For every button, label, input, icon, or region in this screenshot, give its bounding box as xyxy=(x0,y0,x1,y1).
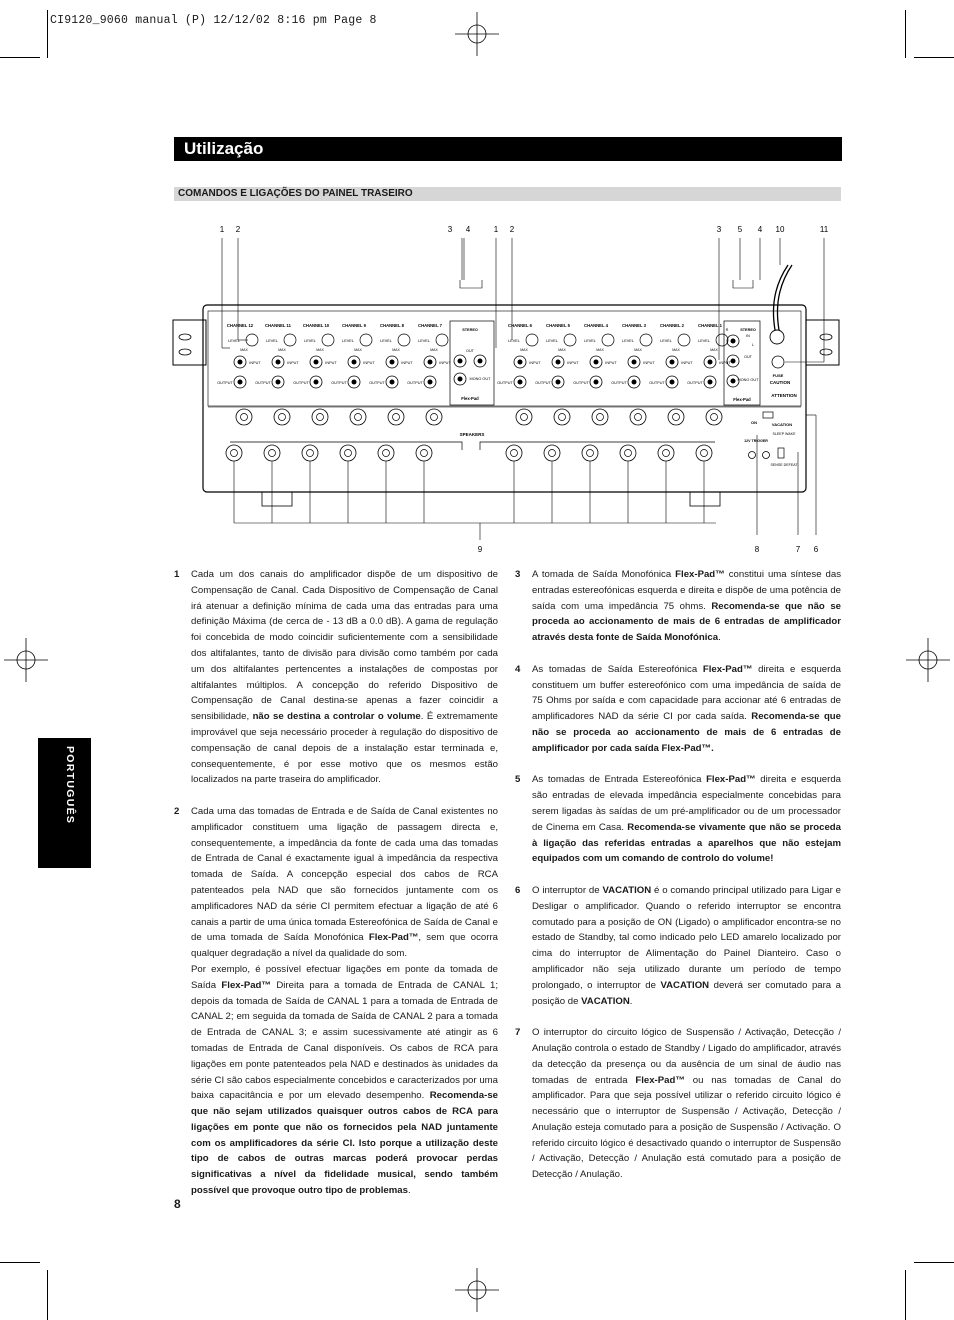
level-knob xyxy=(360,334,372,346)
output-label: OUTPUT xyxy=(255,381,271,385)
output-label: OUTPUT xyxy=(217,381,233,385)
speaker-group-bracket xyxy=(480,442,715,450)
speakers-label: SPEAKERS xyxy=(459,432,485,437)
channel-label: CHANNEL 9 xyxy=(342,323,366,328)
output-jack-pin xyxy=(670,380,675,385)
list-item-3 xyxy=(515,567,841,646)
item-emphasis: VACATION xyxy=(602,884,652,896)
output-jack-pin xyxy=(428,380,433,385)
item-emphasis: Flex-Pad™ xyxy=(221,979,272,991)
stereo-label: STEREO xyxy=(462,328,478,332)
crop-mark xyxy=(0,57,40,58)
mono-out-label: MONO OUT xyxy=(469,377,491,381)
item-emphasis: VACATION xyxy=(581,995,630,1007)
input-label: INPUT xyxy=(643,361,655,365)
callouts-top xyxy=(220,225,829,234)
channel-label: CHANNEL 5 xyxy=(546,323,570,328)
crop-mark xyxy=(914,1262,954,1263)
channel-label: CHANNEL 10 xyxy=(302,323,330,328)
registration-mark xyxy=(455,1268,499,1312)
speaker-terminal-core xyxy=(511,450,518,457)
speaker-terminal-core xyxy=(587,450,594,457)
callout-number: 4 xyxy=(757,225,763,234)
level-label: LEVEL xyxy=(266,339,278,343)
item-text: direita e esquerda constituem um buffer estereofónico com uma impedância de saída de 75 Ohms por saída e com capacidade para accionar até 6 entradas de amplificadores NAD da série CI por cada saída. xyxy=(532,663,841,723)
level-knob xyxy=(678,334,690,346)
crop-mark xyxy=(905,10,906,58)
speaker-terminal-core xyxy=(431,414,438,421)
level-knob xyxy=(564,334,576,346)
item-number: 3 xyxy=(515,569,521,580)
item-number: 5 xyxy=(515,774,521,786)
input-label: INPUT xyxy=(363,361,375,365)
crop-mark xyxy=(47,10,48,58)
item-text: . xyxy=(718,632,721,644)
level-knob xyxy=(602,334,614,346)
callout-number: 9 xyxy=(477,545,483,554)
speaker-terminal-core xyxy=(597,414,604,421)
speaker-terminal xyxy=(592,409,608,425)
channel-label: CHANNEL 11 xyxy=(265,323,291,328)
callout-number: 8 xyxy=(754,545,760,554)
item-text: O interruptor de xyxy=(532,884,603,896)
max-label: MAX xyxy=(710,348,718,352)
item-text: Por exemplo, é possível efectuar ligações em ponte da tomada de Saída xyxy=(191,963,498,991)
item-text: ou nas tomadas de Canal do amplificador. Para que seja possível utilizar o referido circuito lógico é necessário que o interruptor de Suspensão / Activação, Detecção / Anulação esteja comutado para a posição de Suspensão / Activação. O referido circuito lógico é desactivado quando o interruptor de Suspensão / Activação, Detecção / Anulação está comutado para a posição de Detecção / Anulação. xyxy=(532,1074,841,1181)
output-label: OUTPUT xyxy=(369,381,385,385)
item-text: O interruptor do circuito lógico de Suspensão / Activação, Detecção / Anulação controla o estado de Standby / Ligado do amplificador, através da detecção da presença ou da ausência de um sinal de áudio nas tomadas de entrada xyxy=(532,1027,841,1086)
on-label: ON xyxy=(751,420,757,425)
input-jack-pin xyxy=(314,360,319,365)
l-label: L xyxy=(751,343,755,347)
item-emphasis: Recomenda-se que não sejam utilizados quaisquer outros cabos de RCA para ligações em ponte que não os fornecidos pela NAD juntamente com os amplificadores da série CI. Isto porque a utilização deste tipo de cabos de outras marcas poderá provocar perdas significativas a nível da fidelidade musical, sendo também possível que provoque outro tipo de problemas xyxy=(191,1090,498,1197)
input-label: INPUT xyxy=(325,361,337,365)
output-jack-pin xyxy=(314,380,319,385)
max-label: MAX xyxy=(596,348,604,352)
channel-label: CHANNEL 1 xyxy=(698,323,722,328)
page-title: Utilização xyxy=(184,139,264,158)
max-label: MAX xyxy=(634,348,642,352)
input-label: INPUT xyxy=(249,361,261,365)
item-text: direita e esquerda são entradas de elevada impedância especialmente concebidas para serem ligadas às saídas de um pré-amplificador ou de um processador de Cinema em Casa. xyxy=(532,774,842,833)
input-jack-pin xyxy=(352,360,357,365)
speaker-terminal xyxy=(630,409,646,425)
list-item-6 xyxy=(515,883,841,1009)
fuse-label: FUSE xyxy=(772,373,784,378)
speaker-terminal-core xyxy=(317,414,324,421)
max-label: MAX xyxy=(430,348,438,352)
item-emphasis: Recomenda-se que não se proceda ao accionamento de mais de 6 entradas de amplificador através desta fonte de Saída Monofónica xyxy=(532,600,841,644)
trigger-out-jack xyxy=(763,452,770,459)
callout-number: 11 xyxy=(819,225,829,234)
input-label: INPUT xyxy=(605,361,617,365)
page-title-bar xyxy=(174,137,842,161)
channel-label: CHANNEL 3 xyxy=(622,323,646,328)
input-jack-pin xyxy=(390,360,395,365)
speaker-terminal-core xyxy=(241,414,248,421)
speaker-terminal-core xyxy=(383,450,390,457)
output-jack-pin xyxy=(238,380,243,385)
rack-ear-left xyxy=(173,320,206,365)
input-jack-pin xyxy=(276,360,281,365)
power-cord-inlet xyxy=(770,330,784,344)
item-text: As tomadas de Entrada Estereofónica xyxy=(532,774,707,786)
input-jack-pin xyxy=(594,360,599,365)
callout-number: 7 xyxy=(795,545,801,554)
callouts-bottom xyxy=(478,545,819,554)
speaker-terminal xyxy=(274,409,290,425)
leader-line xyxy=(460,280,482,288)
input-label: INPUT xyxy=(529,361,541,365)
item-emphasis: Flex-Pad™ xyxy=(706,774,756,786)
output-label: OUTPUT xyxy=(535,381,551,385)
channel-label: CHANNEL 12 xyxy=(226,323,254,328)
speaker-terminal xyxy=(506,445,522,461)
level-label: LEVEL xyxy=(698,339,710,343)
speaker-terminal xyxy=(706,409,722,425)
speaker-terminal-core xyxy=(711,414,718,421)
mono-out-jack-pin xyxy=(458,377,463,382)
input-label: INPUT xyxy=(401,361,413,365)
registration-mark xyxy=(4,638,48,682)
callout-number: 10 xyxy=(775,225,785,234)
list-item-1 xyxy=(174,567,498,788)
list-item-2-continued xyxy=(174,962,498,1199)
vacation-label: VACATION xyxy=(771,422,793,427)
item-number: 7 xyxy=(515,1027,521,1039)
item-emphasis: Flex-Pad™ xyxy=(675,569,725,580)
speaker-terminal xyxy=(668,409,684,425)
input-label: INPUT xyxy=(287,361,299,365)
callout-number: 2 xyxy=(509,225,515,234)
input-jack-pin xyxy=(632,360,637,365)
item-text: constitui uma síntese das entradas estereofónicas esquerda e direita e dispõe de uma potência de saída com uma impedância 75 ohms. xyxy=(532,569,841,612)
output-jack-pin xyxy=(352,380,357,385)
speaker-terminal-core xyxy=(421,450,428,457)
callout-number: 1 xyxy=(219,225,225,234)
max-label: MAX xyxy=(316,348,324,352)
crop-mark xyxy=(905,1270,906,1320)
output-label: OUTPUT xyxy=(497,381,513,385)
output-jack-pin xyxy=(390,380,395,385)
list-item-4 xyxy=(515,662,841,757)
callout-number: 3 xyxy=(447,225,453,234)
language-tab xyxy=(38,738,91,868)
speaker-terminal xyxy=(582,445,598,461)
speaker-terminal xyxy=(544,445,560,461)
flex-pad-label: Flex-Pad xyxy=(733,397,751,402)
speaker-terminal-core xyxy=(521,414,528,421)
crop-mark xyxy=(0,1262,40,1263)
text-column-left xyxy=(174,567,498,1215)
output-label: OUTPUT xyxy=(407,381,423,385)
max-label: MAX xyxy=(520,348,528,352)
level-label: LEVEL xyxy=(418,339,430,343)
speaker-terminal-core xyxy=(625,450,632,457)
list-item-5 xyxy=(515,772,841,867)
stereo-out-jack-pin xyxy=(458,359,463,364)
item-text: Cada uma das tomadas de Entrada e de Saída de Canal existentes no amplificador constituem uma ligação de passagem directa e, consequentemente, a impedância da fonte de cada uma das tomadas de Entrada de Canal é exactamente igual à impedância da respectiva tomada de Saída. A concepção especial dos cabos de RCA patenteados pela NAD que são fornecidos juntamente com os amplificadores NAD da série CI permitem efectuar a ligação de até 6 canais a partir de uma única tomada Estereofónica de Saída de Canal e de uma tomada de Saída Monofónica xyxy=(191,805,498,944)
r-label: R xyxy=(725,328,729,332)
level-knob xyxy=(322,334,334,346)
chassis-foot xyxy=(690,492,720,506)
item-emphasis: Flex-Pad™ xyxy=(702,663,753,675)
channel-label: CHANNEL 2 xyxy=(660,323,684,328)
item-number: 6 xyxy=(515,884,521,896)
print-slug: CI9120_9060 manual (P) 12/12/02 8:16 pm Page 8 xyxy=(50,14,377,27)
level-label: LEVEL xyxy=(546,339,558,343)
caution-label: CAUTION xyxy=(769,380,791,385)
fuse-holder xyxy=(772,356,784,368)
item-emphasis: Flex-Pad™ xyxy=(635,1074,685,1086)
item-text: é o comando principal utilizado para Ligar e Desligar o amplificador. Quando o referido interruptor se encontra comutado para a posição de ON (Ligado) o amplificador encontra-se no estado de Standby, tal como indicado pelo LED amarelo localizado por cima do interruptor de Alimentação do Painel Dianteiro. Caso o amplificador não seja utilizado durante um período de tempo prolongado, o interruptor de xyxy=(532,884,841,991)
item-text: . xyxy=(629,995,633,1007)
section-heading: COMANDOS E LIGAÇÕES DO PAINEL TRASEIRO xyxy=(178,188,413,199)
level-knob xyxy=(284,334,296,346)
speaker-terminal xyxy=(696,445,712,461)
output-label: OUTPUT xyxy=(331,381,347,385)
output-jack-pin xyxy=(708,380,713,385)
page-number: 8 xyxy=(174,1197,181,1211)
output-jack-pin xyxy=(556,380,561,385)
item-emphasis: Recomenda-se vivamente que não se proceda à ligação das referidas entradas a aparelhos que não estejam equipados com um comando de controlo do volume! xyxy=(532,821,842,865)
item-text: deverá ser comutado para a posição de xyxy=(532,979,841,1007)
max-label: MAX xyxy=(278,348,286,352)
speaker-terminal-core xyxy=(345,450,352,457)
input-label: INPUT xyxy=(567,361,579,365)
speaker-terminal-core xyxy=(635,414,642,421)
item-text: , sem que ocorra qualquer degradação a nível da qualidade do som. xyxy=(191,932,498,960)
input-jack-pin xyxy=(518,360,523,365)
output-jack-pin xyxy=(276,380,281,385)
item-emphasis: VACATION xyxy=(660,979,710,991)
sleep-wake-label: SLEEP WAKE xyxy=(772,432,796,436)
section-heading-bar xyxy=(174,187,841,201)
speaker-terminal xyxy=(416,445,432,461)
item-emphasis: Flex-Pad™ xyxy=(368,932,419,944)
item-emphasis: Recomenda-se que não se proceda ao accionamento de mais de 6 entradas de amplificador por cada saída Flex-Pad™. xyxy=(532,711,841,754)
speaker-terminal xyxy=(658,445,674,461)
output-label: OUTPUT xyxy=(687,381,703,385)
registration-mark xyxy=(906,638,950,682)
output-label: OUTPUT xyxy=(611,381,627,385)
speaker-terminal xyxy=(340,445,356,461)
input-label: INPUT xyxy=(681,361,693,365)
flex-pad-jack-pin xyxy=(731,339,736,344)
item-text: A tomada de Saída Monofónica xyxy=(532,569,676,580)
level-knob xyxy=(640,334,652,346)
level-label: LEVEL xyxy=(380,339,392,343)
in-label: IN xyxy=(746,334,750,338)
input-jack-pin xyxy=(556,360,561,365)
input-jack-pin xyxy=(238,360,243,365)
item-number: 2 xyxy=(174,805,180,817)
input-jack-pin xyxy=(670,360,675,365)
item-text: Direita para a tomada de Entrada de CANAL 1; depois da tomada de Saída de CANAL 1 para a tomada de Entrada de CANAL 2; em seguida da tomada de Saída de CANAL 2 para a tomada de Entrada de CANAL 3; e assim sucessivamente até atingir as 6 tomadas de Entrada de Canal disponíveis. Os cabos de RCA para ligações em ponte patenteados pela NAD e destinados às unidades da série CI são cabos especialmente concebidos e caracterizados por uma baixa capacitância e por um elevado desempenho. xyxy=(191,979,498,1102)
speaker-terminal-core xyxy=(307,450,314,457)
input-jack-pin xyxy=(708,360,713,365)
level-knob xyxy=(398,334,410,346)
max-label: MAX xyxy=(392,348,400,352)
crop-mark xyxy=(914,57,954,58)
rack-ear-right xyxy=(806,320,839,365)
level-label: LEVEL xyxy=(342,339,354,343)
speaker-terminal xyxy=(378,445,394,461)
output-jack-pin xyxy=(594,380,599,385)
speaker-terminal-core xyxy=(673,414,680,421)
speaker-terminal xyxy=(264,445,280,461)
item-text: . xyxy=(407,1185,411,1197)
registration-mark xyxy=(455,12,499,56)
item-text: Cada um dos canais do amplificador dispõe de um dispositivo de Compensação de Canal. Cada Dispositivo de Compensação de Canal irá atenuar a definição mínima de cada uma das entradas para uma definição Máxima (de cerca de - 13 dB a 0.0 dB). A gama de regulação foi concebida de modo coincidir suficientemente com a sensibilidade dos altifalantes, tanto de divisão para divisão como também por cada um dos altifalantes pertencentes a instalações de compostas por altifalantes múltiplos. A concepção do referido Dispositivo de Compensação de Canal destina-se apenas a fazer coincidir a sensibilidade, xyxy=(191,569,498,723)
level-knob xyxy=(526,334,538,346)
vacation-switch xyxy=(763,412,773,418)
channel-label: CHANNEL 7 xyxy=(418,323,442,328)
text-column-right xyxy=(515,567,841,1199)
max-label: MAX xyxy=(558,348,566,352)
callout-number: 3 xyxy=(716,225,722,234)
speaker-terminal xyxy=(620,445,636,461)
callout-number: 1 xyxy=(493,225,499,234)
callout-number: 4 xyxy=(465,225,471,234)
output-label: OUTPUT xyxy=(293,381,309,385)
flex-pad-jack-pin xyxy=(731,359,736,364)
item-text: As tomadas de Saída Estereofónica xyxy=(532,663,703,675)
item-number: 1 xyxy=(174,569,180,580)
amplifier-chassis xyxy=(203,305,806,492)
level-label: LEVEL xyxy=(660,339,672,343)
callout-number: 5 xyxy=(737,225,743,234)
output-jack-pin xyxy=(518,380,523,385)
max-label: MAX xyxy=(354,348,362,352)
speaker-terminal-core xyxy=(559,414,566,421)
speaker-terminal xyxy=(226,445,242,461)
flex-pad-label: Flex-Pad xyxy=(461,396,479,401)
channel-label: CHANNEL 4 xyxy=(584,323,608,328)
out-label: OUT xyxy=(743,355,753,359)
speaker-terminal xyxy=(388,409,404,425)
speaker-terminal-core xyxy=(355,414,362,421)
speaker-terminal-core xyxy=(393,414,400,421)
speaker-terminal-core xyxy=(701,450,708,457)
list-item-2 xyxy=(174,804,498,962)
speaker-terminal xyxy=(236,409,252,425)
speaker-terminal-core xyxy=(269,450,276,457)
flex-pad-jack-pin xyxy=(731,379,736,384)
crop-mark xyxy=(47,1270,48,1320)
callout-number: 6 xyxy=(813,545,819,554)
stereo-out-jack-pin xyxy=(478,359,483,364)
speaker-terminal xyxy=(516,409,532,425)
max-label: MAX xyxy=(240,348,248,352)
speaker-terminal xyxy=(350,409,366,425)
channel-label: CHANNEL 6 xyxy=(508,323,532,328)
sense-switch xyxy=(778,448,784,458)
speaker-terminal-core xyxy=(549,450,556,457)
speaker-terminal-core xyxy=(231,450,238,457)
speaker-terminal xyxy=(554,409,570,425)
speaker-terminal xyxy=(312,409,328,425)
max-label: MAX xyxy=(672,348,680,352)
level-label: LEVEL xyxy=(228,339,240,343)
output-label: OUTPUT xyxy=(573,381,589,385)
speaker-terminal xyxy=(426,409,442,425)
leader-line xyxy=(733,280,753,288)
trigger-label: 12V TRIGGER xyxy=(744,439,768,443)
item-number: 4 xyxy=(515,663,521,675)
language-tab-label: PORTUGUÊS xyxy=(64,746,76,825)
level-label: LEVEL xyxy=(508,339,520,343)
mono-out-label: MONO OUT xyxy=(737,378,759,382)
channel-label: CHANNEL 8 xyxy=(380,323,404,328)
level-label: LEVEL xyxy=(304,339,316,343)
item-text: . É extremamente improvável que seja necessário proceder à regulação do dispositivo de compensação de canal depois de a instalação estar terminada e, consequentemente, é por esse motivo que os mesmos estão localizados na parte traseira do amplificador. xyxy=(191,711,498,786)
level-knob xyxy=(716,334,728,346)
rear-panel-diagram xyxy=(170,220,850,565)
input-label: INPUT xyxy=(719,361,731,365)
callout-number: 2 xyxy=(235,225,241,234)
level-label: LEVEL xyxy=(622,339,634,343)
stereo-label: STEREO xyxy=(740,328,756,332)
speaker-terminal xyxy=(302,445,318,461)
list-item-7 xyxy=(515,1025,841,1183)
chassis-foot xyxy=(262,492,292,506)
item-emphasis: não se destina a controlar o volume xyxy=(252,711,421,723)
out-label: OUT xyxy=(465,349,475,353)
level-label: LEVEL xyxy=(584,339,596,343)
level-knob xyxy=(436,334,448,346)
attention-label: ATTENTION xyxy=(771,393,797,398)
output-label: OUTPUT xyxy=(649,381,665,385)
trigger-in-jack xyxy=(749,452,756,459)
output-jack-pin xyxy=(632,380,637,385)
speaker-terminal-core xyxy=(279,414,286,421)
input-label: INPUT xyxy=(439,361,451,365)
speaker-terminal-core xyxy=(663,450,670,457)
sense-defeat-label: SENSE DEFEAT xyxy=(770,463,798,467)
power-cord xyxy=(777,265,792,330)
flex-pad-panel xyxy=(450,321,494,405)
input-jack-pin xyxy=(428,360,433,365)
